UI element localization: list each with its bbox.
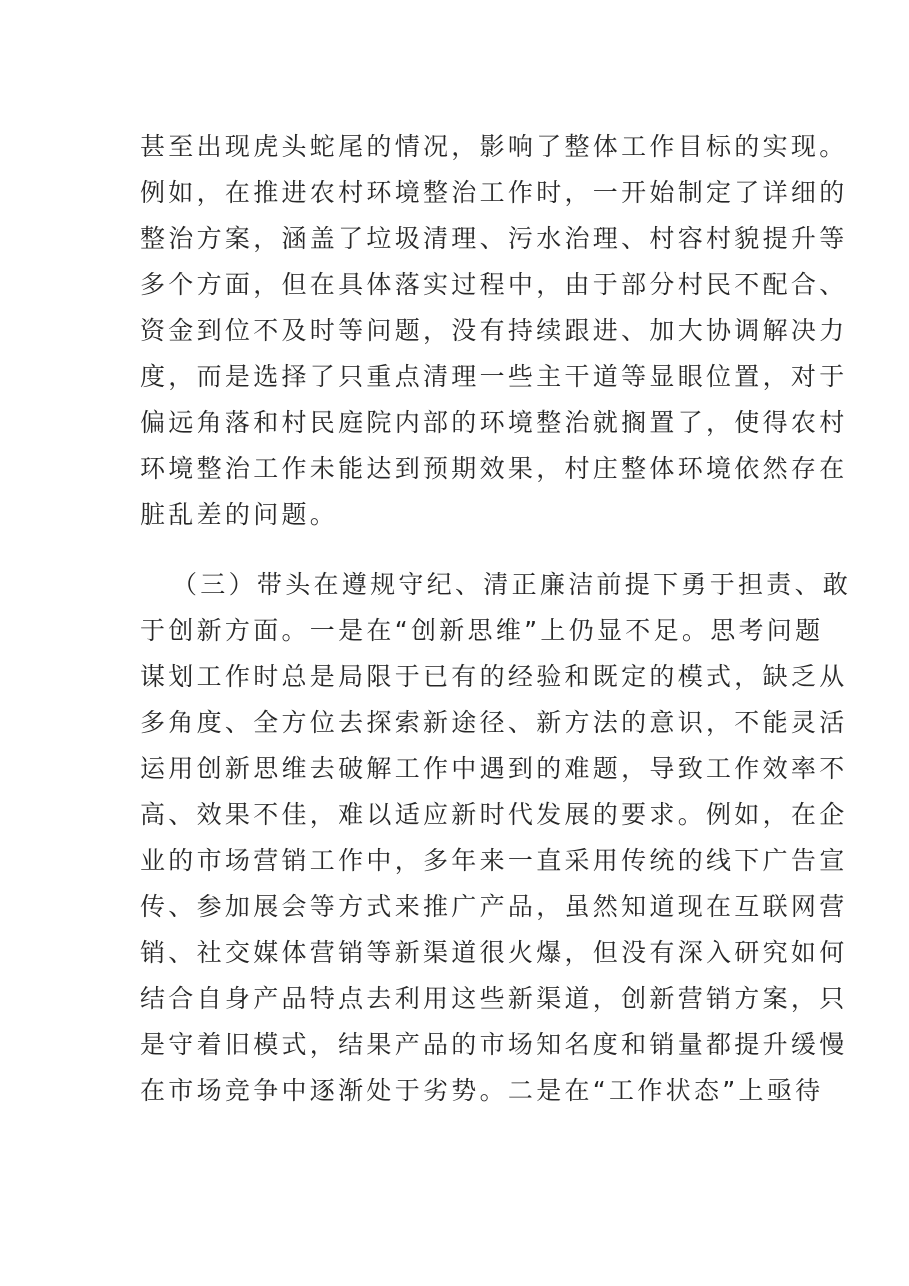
text-line: 多个方面，但在具体落实过程中，由于部分村民不配合、 bbox=[140, 270, 848, 299]
text-line: （三）带头在遵规守纪、清正廉洁前提下勇于担责、敢 bbox=[172, 570, 852, 599]
text-line: 脏乱差的问题。 bbox=[140, 500, 339, 529]
text-line: 运用创新思维去破解工作中遇到的难题，导致工作效率不 bbox=[140, 754, 848, 783]
text-line: 于创新方面。一是在“创新思维”上仍显不足。思考问题 bbox=[140, 616, 824, 645]
paragraph-2 bbox=[140, 562, 852, 1114]
text-line: 业的市场营销工作中，多年来一直采用传统的线下广告宣 bbox=[140, 846, 848, 875]
text-line: 传、参加展会等方式来推广产品，虽然知道现在互联网营 bbox=[140, 892, 848, 921]
text-line: 甚至出现虎头蛇尾的情况，影响了整体工作目标的实现。 bbox=[140, 132, 848, 161]
text-line: 整治方案，涵盖了垃圾清理、污水治理、村容村貌提升等 bbox=[140, 224, 848, 253]
text-line: 谋划工作时总是局限于已有的经验和既定的模式，缺乏从 bbox=[140, 662, 848, 691]
text-line: 环境整治工作未能达到预期效果，村庄整体环境依然存在 bbox=[140, 454, 848, 483]
text-line: 高、效果不佳，难以适应新时代发展的要求。例如，在企 bbox=[140, 800, 848, 829]
text-line: 度，而是选择了只重点清理一些主干道等显眼位置，对于 bbox=[140, 362, 848, 391]
text-line: 例如，在推进农村环境整治工作时，一开始制定了详细的 bbox=[140, 178, 848, 207]
text-line: 在市场竞争中逐渐处于劣势。二是在“工作状态”上亟待 bbox=[140, 1076, 824, 1105]
text-line: 销、社交媒体营销等新渠道很火爆，但没有深入研究如何 bbox=[140, 938, 848, 967]
text-line: 资金到位不及时等问题，没有持续跟进、加大协调解决力 bbox=[140, 316, 848, 345]
text-line: 多角度、全方位去探索新途径、新方法的意识，不能灵活 bbox=[140, 708, 848, 737]
text-line: 结合自身产品特点去利用这些新渠道，创新营销方案，只 bbox=[140, 984, 848, 1013]
paragraph-1 bbox=[140, 124, 848, 538]
text-line: 是守着旧模式，结果产品的市场知名度和销量都提升缓慢 bbox=[140, 1030, 848, 1059]
text-line: 偏远角落和村民庭院内部的环境整治就搁置了，使得农村 bbox=[140, 408, 848, 437]
